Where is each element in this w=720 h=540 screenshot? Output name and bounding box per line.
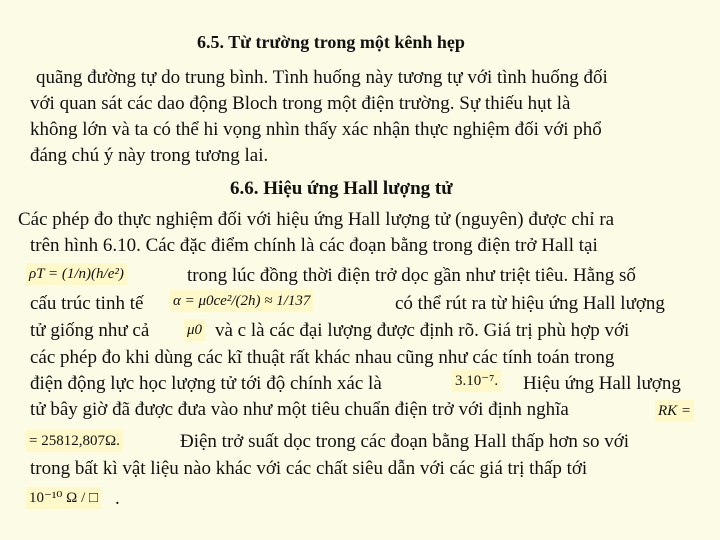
paragraph-line: cấu trúc tinh tế [30,293,144,314]
paragraph-line: tử giống như cả [30,320,150,341]
formula-precision: 3.10⁻⁷. [452,370,501,392]
paragraph-line: có thể rút ra từ hiệu ứng Hall lượng [395,293,665,314]
paragraph-line: không lớn và ta có thể hi vọng nhìn thấy xác nhận thực nghiệm đối với phổ [30,119,602,140]
paragraph-line: Điện trở suất dọc trong các đoạn bằng Hall thấp hơn so với [180,431,630,452]
formula-alpha: α = μ0ce²/(2h) ≈ 1/137 [170,290,313,312]
formula-mu0: μ0 [184,319,205,341]
formula-rk: RK = [655,400,694,422]
paragraph-line: trong lúc đồng thời điện trở dọc gần như triệt tiêu. Hằng số [187,265,636,286]
page-title: 6.5. Từ trường trong một kênh hẹp [197,32,465,52]
paragraph-line: Hiệu ứng Hall lượng [523,373,681,394]
section-heading: 6.6. Hiệu ứng Hall lượng tử [230,178,453,199]
paragraph-line: trong bất kì vật liệu nào khác với các chất siêu dẫn với các giá trị thấp tới [30,458,588,479]
paragraph-line: điện động lực học lượng tử tới độ chính xác là [30,373,382,394]
paragraph-line: tử bây giờ đã được đưa vào như một tiêu chuẩn điện trở với định nghĩa [30,399,569,420]
paragraph-line: các phép đo khi dùng các kĩ thuật rất khác nhau cũng như các tính toán trong [30,347,615,368]
formula-rk-value: = 25812,807Ω. [26,430,123,452]
paragraph-line: Các phép đo thực nghiệm đối với hiệu ứng Hall lượng tử (nguyên) được chỉ ra [18,209,615,230]
paragraph-line: với quan sát các dao động Bloch trong một điện trường. Sự thiếu hụt là [30,93,571,114]
formula-limit: 10⁻¹⁰ Ω / □ [26,487,101,509]
paragraph-line: . [115,488,120,509]
formula-rho-t: ρT = (1/n)(h/e²) [26,263,127,285]
paragraph-line: trên hình 6.10. Các đặc điểm chính là các đoạn bằng trong điện trở Hall tại [30,235,598,256]
paragraph-line: đáng chú ý này trong tương lai. [30,145,269,166]
paragraph-line: và c là các đại lượng được định rõ. Giá trị phù hợp với [215,320,630,341]
paragraph-line: quãng đường tự do trung bình. Tình huống này tương tự với tình huống đối [36,67,608,88]
